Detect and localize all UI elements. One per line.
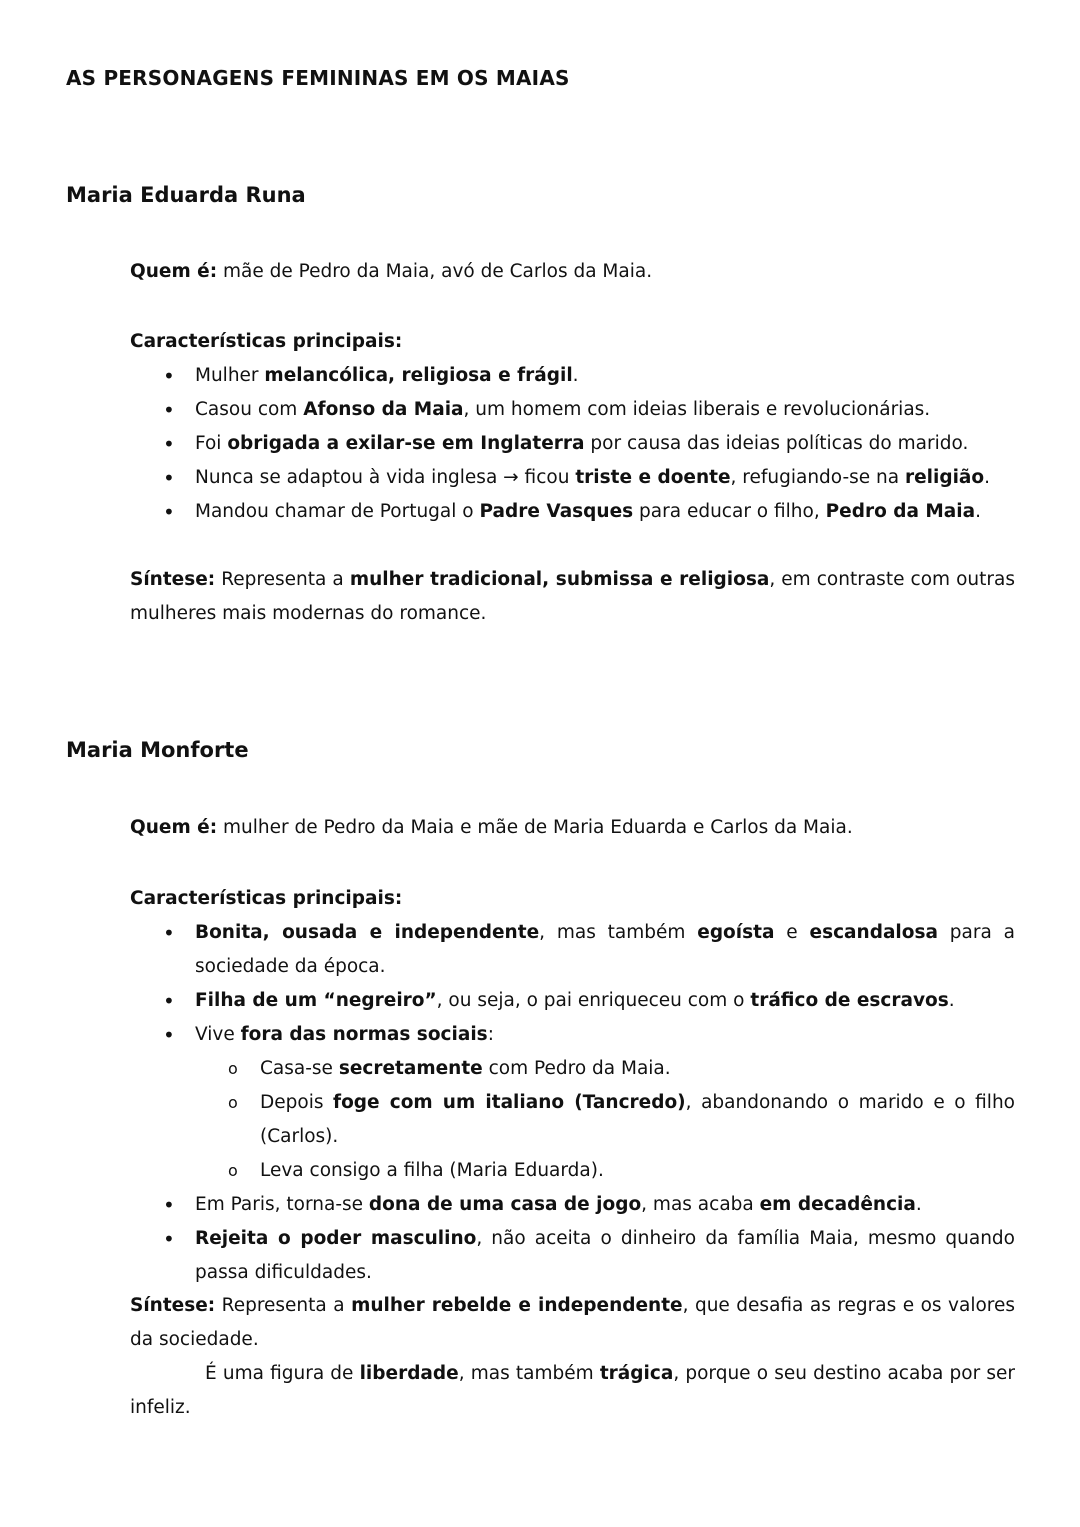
list-item: [130, 1018, 1015, 1188]
caracteristicas-label: Características principais:: [130, 331, 403, 352]
list-item: • Mulher melancólica, religiosa e frágil.: [130, 359, 1015, 393]
quem-text: mulher de Pedro da Maia e mãe de Maria Eduarda e Carlos da Maia.: [217, 817, 853, 838]
sintese-text: Representa a mulher rebelde e independente, que desafia as regras e os valores da sociedade.: [130, 1295, 1016, 1350]
quem-e-runa: [130, 255, 1015, 289]
list-item: • Mandou chamar de Portugal o Padre Vasques para educar o filho, Pedro da Maia.: [130, 495, 1015, 529]
caracteristicas-label: Características principais:: [130, 888, 403, 909]
sintese-label: Síntese:: [130, 1295, 216, 1316]
quem-e-monforte: [130, 811, 1015, 845]
quem-text: mãe de Pedro da Maia, avó de Carlos da Maia.: [217, 261, 653, 282]
bold-text: Afonso da Maia: [303, 399, 464, 420]
bold-text: secretamente: [338, 1058, 483, 1079]
caracteristicas-runa: [130, 325, 1015, 529]
character-name-runa: Maria Eduarda Runa: [66, 183, 306, 207]
sub-list: [195, 1052, 1015, 1188]
list-item-text: Vive fora das normas sociais:: [195, 1024, 494, 1045]
bold-text: Rejeita o poder masculino: [195, 1228, 477, 1249]
bold-text: escandalosa: [809, 922, 938, 943]
list-item: • Foi obrigada a exilar-se em Inglaterra por causa das ideias políticas do marido.: [130, 427, 1015, 461]
bold-text: melancólica, religiosa e frágil: [264, 365, 573, 386]
list-item: • Bonita, ousada e independente, mas também egoísta e escandalosa para a sociedade da época.: [130, 916, 1015, 984]
sintese-label: Síntese:: [130, 569, 216, 590]
sub-list-item: o Depois foge com um italiano (Tancredo), abandonando o marido e o filho (Carlos).: [195, 1086, 1015, 1154]
sub-list-item: o Leva consigo a filha (Maria Eduarda).: [195, 1154, 1015, 1188]
sintese-monforte: [130, 1289, 1015, 1425]
bold-text: tráfico de escravos: [750, 990, 949, 1011]
sub-list-item: o Casa-se secretamente com Pedro da Maia.: [195, 1052, 1015, 1086]
bold-text: religião: [904, 467, 985, 488]
bold-text: mulher rebelde e independente: [351, 1295, 683, 1316]
character-name-monforte: Maria Monforte: [66, 738, 249, 762]
bold-text: trágica: [599, 1363, 674, 1384]
bold-text: Filha de um “negreiro”: [195, 990, 437, 1011]
bold-text: Padre Vasques: [479, 501, 634, 522]
list-item: • Casou com Afonso da Maia, um homem com ideias liberais e revolucionárias.: [130, 393, 1015, 427]
bold-text: triste e doente: [575, 467, 731, 488]
document-title: AS PERSONAGENS FEMININAS EM OS MAIAS: [66, 66, 570, 90]
bold-text: Pedro da Maia: [825, 501, 976, 522]
list-item: • Filha de um “negreiro”, ou seja, o pai enriqueceu com o tráfico de escravos.: [130, 984, 1015, 1018]
sintese-extra: É uma figura de liberdade, mas também trágica, porque o seu destino acaba por ser infeliz.: [130, 1363, 1015, 1418]
bold-text: liberdade: [359, 1363, 459, 1384]
quem-label: Quem é:: [130, 261, 218, 282]
caracteristicas-monforte: [130, 882, 1015, 1290]
bold-text: dona de uma casa de jogo: [368, 1194, 642, 1215]
bullet-list: [130, 916, 1015, 1290]
bold-text: obrigada a exilar-se em Inglaterra: [227, 433, 585, 454]
sintese-runa: [130, 563, 1015, 631]
quem-label: Quem é:: [130, 817, 218, 838]
bold-text: foge com um italiano (Tancredo): [333, 1092, 686, 1113]
list-item: • Em Paris, torna-se dona de uma casa de jogo, mas acaba em decadência.: [130, 1188, 1015, 1222]
list-item: • Rejeita o poder masculino, não aceita o dinheiro da família Maia, mesmo quando passa dificuldades.: [130, 1222, 1015, 1290]
list-item: • Nunca se adaptou à vida inglesa → ficou triste e doente, refugiando-se na religião.: [130, 461, 1015, 495]
bold-text: fora das normas sociais: [240, 1024, 488, 1045]
bold-text: mulher tradicional, submissa e religiosa: [349, 569, 770, 590]
bold-text: em decadência: [759, 1194, 916, 1215]
bold-text: egoísta: [697, 922, 775, 943]
sintese-text: Representa a mulher tradicional, submissa e religiosa, em contraste com outras mulheres mais modernas do romance.: [130, 569, 1015, 624]
bold-text: Bonita, ousada e independente: [195, 922, 540, 943]
bullet-list: [130, 359, 1015, 529]
